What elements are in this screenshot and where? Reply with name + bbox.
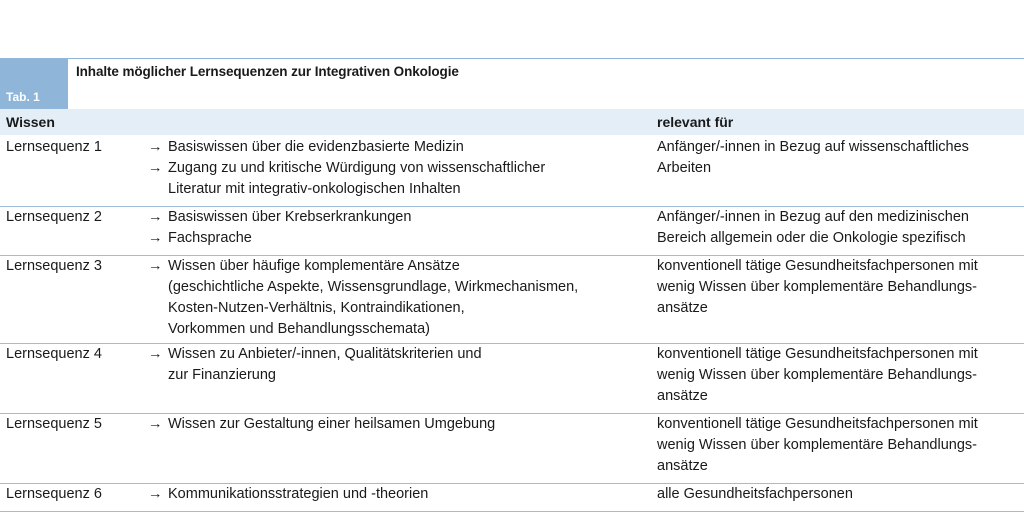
content-line: Fachsprache	[168, 230, 252, 246]
relevant-line: Anfänger/-innen in Bezug auf den medizinischen	[657, 209, 969, 225]
relevant-line: Bereich allgemein oder die Onkologie spezifisch	[657, 230, 966, 246]
relevant-line: konventionell tätige Gesundheitsfachpersonen mit	[657, 416, 978, 432]
relevant-for	[657, 414, 1019, 477]
relevant-line: ansätze	[657, 388, 708, 404]
arrow-icon: →	[148, 258, 163, 274]
arrow-icon: →	[148, 209, 163, 225]
sequence-name: Lernsequenz 2	[6, 209, 102, 225]
content-item	[148, 344, 638, 386]
content-line: Wissen zu Anbieter/-innen, Qualitätskriterien und	[168, 346, 482, 362]
content-list	[148, 256, 638, 340]
content-list	[148, 137, 638, 200]
row-separator	[0, 511, 1024, 512]
relevant-line: wenig Wissen über komplementäre Behandlungs-	[657, 367, 977, 383]
arrow-icon: →	[148, 346, 163, 362]
content-item-text	[168, 256, 578, 340]
content-line: Basiswissen über Krebserkrankungen	[168, 209, 412, 225]
top-rule	[68, 58, 1024, 59]
relevant-for	[657, 344, 1019, 407]
relevant-line: ansätze	[657, 300, 708, 316]
relevant-for	[657, 256, 1019, 319]
content-line: (geschichtliche Aspekte, Wissensgrundlage, Wirkmechanismen,	[168, 279, 579, 295]
content-item	[148, 484, 638, 505]
content-item-text	[168, 484, 428, 505]
arrow-icon: →	[148, 416, 163, 432]
content-item	[148, 256, 638, 340]
content-line: Literatur mit integrativ-onkologischen Inhalten	[168, 181, 461, 197]
table-header-row	[0, 109, 1024, 135]
sequence-name: Lernsequenz 6	[6, 486, 102, 502]
table-number-text: Tab. 1	[6, 90, 40, 104]
relevant-line: wenig Wissen über komplementäre Behandlungs-	[657, 279, 977, 295]
relevant-line: alle Gesundheitsfachpersonen	[657, 486, 853, 502]
relevant-line: konventionell tätige Gesundheitsfachpersonen mit	[657, 258, 978, 274]
relevant-line: konventionell tätige Gesundheitsfachpersonen mit	[657, 346, 978, 362]
content-item-text	[168, 137, 464, 158]
relevant-line: Arbeiten	[657, 160, 712, 176]
header-wissen: Wissen	[6, 114, 55, 130]
content-item	[148, 207, 638, 228]
relevant-line: Anfänger/-innen in Bezug auf wissenschaftliches	[657, 139, 969, 155]
arrow-icon: →	[148, 230, 163, 246]
content-item	[148, 414, 638, 435]
content-item-text	[168, 158, 545, 200]
content-line: zur Finanzierung	[168, 367, 276, 383]
relevant-line: wenig Wissen über komplementäre Behandlungs-	[657, 437, 977, 453]
arrow-icon: →	[148, 139, 163, 155]
content-line: Vorkommen und Behandlungsschemata)	[168, 321, 430, 337]
content-item-text	[168, 207, 411, 228]
relevant-for	[657, 484, 1019, 505]
sequence-name: Lernsequenz 5	[6, 416, 102, 432]
table-title: Inhalte möglicher Lernsequenzen zur Integrativen Onkologie	[76, 64, 459, 79]
content-item-text	[168, 344, 482, 386]
content-line: Basiswissen über die evidenzbasierte Medizin	[168, 139, 464, 155]
content-list	[148, 414, 638, 435]
content-item	[148, 137, 638, 158]
content-item-text	[168, 228, 252, 249]
header-relevant-fuer: relevant für	[657, 114, 734, 130]
content-item-text	[168, 414, 495, 435]
content-list	[148, 344, 638, 386]
sequence-name: Lernsequenz 4	[6, 346, 102, 362]
content-list	[148, 484, 638, 505]
sequence-name: Lernsequenz 1	[6, 139, 102, 155]
content-line: Kommunikationsstrategien und -theorien	[168, 486, 429, 502]
content-list	[148, 207, 638, 249]
relevant-line: ansätze	[657, 458, 708, 474]
table-number-label	[0, 58, 68, 109]
content-line: Wissen über häufige komplementäre Ansätze	[168, 258, 460, 274]
sequence-name: Lernsequenz 3	[6, 258, 102, 274]
content-line: Kosten-Nutzen-Verhältnis, Kontraindikationen,	[168, 300, 465, 316]
content-item	[148, 158, 638, 200]
relevant-for	[657, 137, 1019, 179]
relevant-for	[657, 207, 1019, 249]
arrow-icon: →	[148, 160, 163, 176]
content-line: Zugang zu und kritische Würdigung von wissenschaftlicher	[168, 160, 546, 176]
content-line: Wissen zur Gestaltung einer heilsamen Umgebung	[168, 416, 496, 432]
arrow-icon: →	[148, 486, 163, 502]
content-item	[148, 228, 638, 249]
